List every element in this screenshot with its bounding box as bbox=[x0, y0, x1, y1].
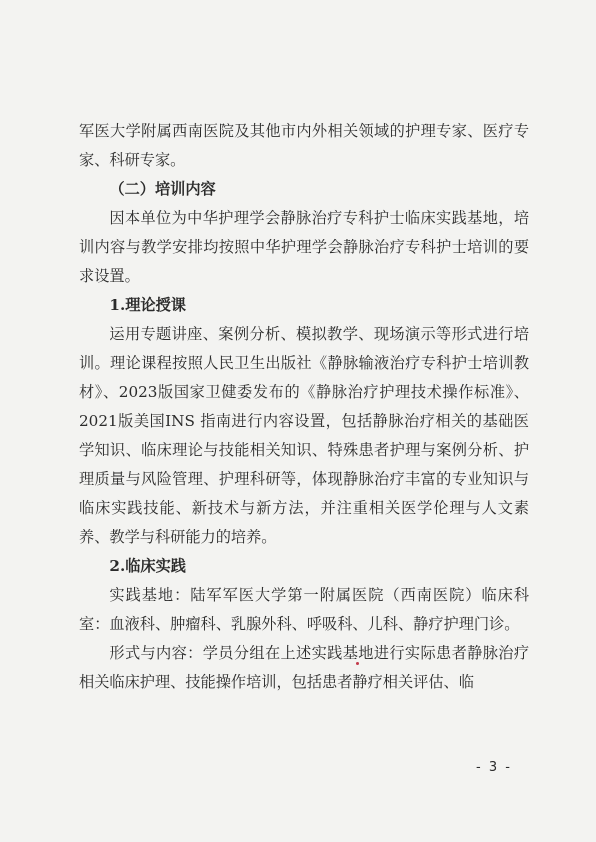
red-speck bbox=[356, 662, 359, 665]
theory-paragraph: 运用专题讲座、案例分析、模拟教学、现场演示等形式进行培训。理论课程按照人民卫生出版社《静脉输液治疗专科护士培训教材》、2023版国家卫健委发布的《静脉治疗护理技术操作标准》、2021版美国INS 指南进行内容设置，包括静脉治疗相关的基础医学知识、临床理论与技能相关知识、特殊患者护理与案例分析、护理质量与风险管理、护理科研等，体现静脉治疗丰富的专业知识与临床实践技能、新技术与新方法，并注重相关医学伦理与人文素养、教学与科研能力的培养。 bbox=[79, 325, 529, 546]
subheading-clinical-practice: 2.临床实践 bbox=[109, 557, 186, 575]
practice-form-paragraph: 形式与内容：学员分组在上述实践基地进行实际患者静脉治疗相关临床护理、技能操作培训，包括患者静疗相关评估、临 bbox=[79, 644, 529, 691]
document-body bbox=[79, 117, 529, 697]
practice-base-paragraph: 实践基地：陆军军医大学第一附属医院（西南医院）临床科室：血液科、肿瘤科、乳腺外科、呼吸科、儿科、静疗护理门诊。 bbox=[79, 586, 529, 633]
page-number: - 3 - bbox=[476, 760, 512, 775]
section-heading-training-content: （二）培训内容 bbox=[109, 180, 216, 198]
subheading-theory: 1.理论授课 bbox=[109, 296, 186, 314]
intro-continuation: 军医大学附属西南医院及其他市内外相关领域的护理专家、医疗专家、科研专家。 bbox=[79, 122, 529, 169]
training-content-paragraph: 因本单位为中华护理学会静脉治疗专科护士临床实践基地，培训内容与教学安排均按照中华护理学会静脉治疗专科护士培训的要求设置。 bbox=[79, 209, 529, 285]
